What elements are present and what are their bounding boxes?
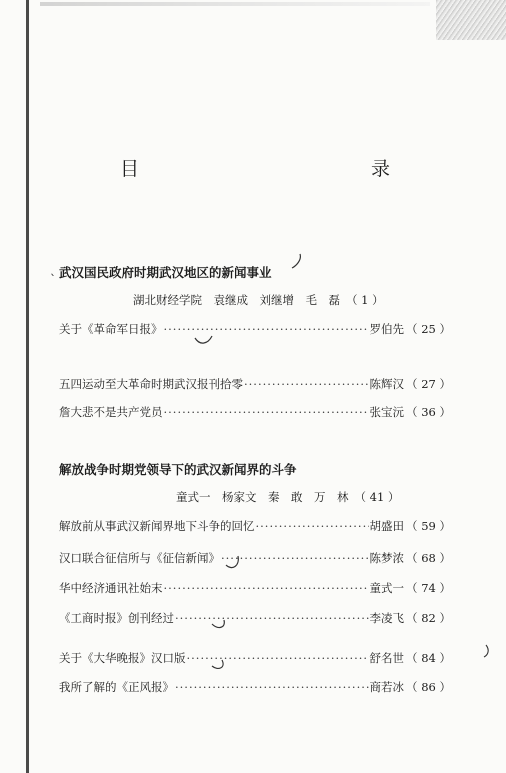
section-heading-1: 武汉国民政府时期武汉地区的新闻事业 xyxy=(59,265,272,280)
page-number: （ 1 ） xyxy=(346,293,384,307)
page-number: （ 41 ） xyxy=(354,490,400,504)
section-authors: 湖北财经学院 袁继成 刘继增 毛 磊 xyxy=(133,293,340,307)
page-number: （ 84 ） xyxy=(406,651,451,665)
page-number: （ 25 ） xyxy=(406,322,451,336)
entry-title: 五四运动至大革命时期武汉报刊拾零 xyxy=(59,377,243,391)
entry-author: 罗伯先 xyxy=(369,322,405,336)
page-number: （ 27 ） xyxy=(406,377,451,391)
title-char-1: 目 xyxy=(120,158,140,180)
entry-title: 解放前从事武汉新闻界地下斗争的回忆 xyxy=(59,519,255,533)
title-char-2: 录 xyxy=(370,158,390,180)
entry-title: 汉口联合征信所与《征信新闻》 xyxy=(59,551,220,565)
entry-author: 胡盛田 xyxy=(369,519,405,533)
entry-author: 陈辉汉 xyxy=(369,377,405,391)
pen-mark: ˎ xyxy=(50,262,56,276)
page-number: （ 82 ） xyxy=(406,611,451,625)
entry-author: 商若冰 xyxy=(369,680,405,694)
page-number: （ 59 ） xyxy=(406,519,451,533)
page-number: （ 36 ） xyxy=(406,405,451,419)
entry-title: 我所了解的《正风报》 xyxy=(59,680,174,694)
entry-title: 《工商时报》创刊经过 xyxy=(59,611,174,625)
entry-title: 关于《大华晚报》汉口版 xyxy=(59,651,186,665)
entry-title: 关于《革命军日报》 xyxy=(59,322,163,336)
entry-title: 华中经济通讯社始末 xyxy=(59,581,163,595)
entry-author: 舒名世 xyxy=(369,651,405,665)
entry-author: 陈梦浓 xyxy=(369,551,405,565)
entry-author: 童式一 xyxy=(369,581,405,595)
page-number: （ 74 ） xyxy=(406,581,451,595)
entry-author: 李凌飞 xyxy=(369,611,405,625)
entry-title: 詹大悲不是共产党员 xyxy=(59,405,163,419)
section-authors: 童式一 杨家文 秦 敢 万 林 xyxy=(176,490,349,504)
section-heading-2: 解放战争时期党领导下的武汉新闻界的斗争 xyxy=(59,462,297,477)
entry-author: 张宝沅 xyxy=(369,405,405,419)
page-number: （ 68 ） xyxy=(406,551,451,565)
page-number: （ 86 ） xyxy=(406,680,451,694)
